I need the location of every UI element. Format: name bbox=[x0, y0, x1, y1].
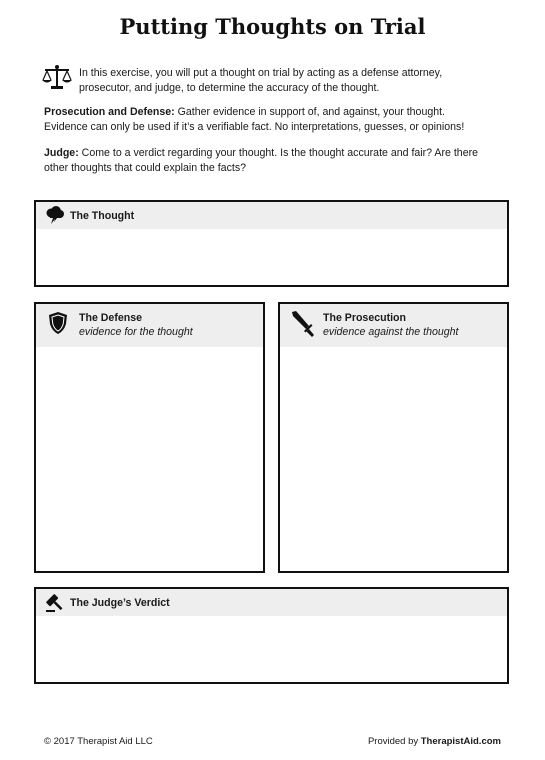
prosecution-subtitle: evidence against the thought bbox=[323, 326, 459, 338]
thought-header bbox=[36, 202, 507, 229]
prosecution-defense-instructions bbox=[44, 105, 484, 134]
intro-text: In this exercise, you will put a thought on trial by acting as a defense attorney, prosecutor, and judge, to determine the accuracy of the thought. bbox=[79, 67, 443, 94]
gavel-icon bbox=[45, 593, 65, 613]
footer-provided-by bbox=[368, 736, 501, 747]
footer-copyright: © 2017 Therapist Aid LLC bbox=[44, 736, 153, 747]
judge-instructions bbox=[44, 146, 484, 175]
page-title: Putting Thoughts on Trial bbox=[119, 14, 426, 39]
footer-provided-prefix: Provided by bbox=[367, 736, 421, 747]
defense-header bbox=[36, 304, 263, 347]
defense-box[interactable] bbox=[34, 302, 265, 573]
thought-cloud-icon bbox=[45, 206, 65, 225]
prosecution-defense-label: Prosecution and Defense: bbox=[44, 106, 175, 118]
defense-title: The Defense bbox=[79, 312, 142, 324]
defense-subtitle: evidence for the thought bbox=[79, 326, 193, 338]
verdict-title: The Judge’s Verdict bbox=[70, 597, 170, 609]
thought-box[interactable] bbox=[34, 200, 509, 287]
footer-brand-link[interactable]: TherapistAid.com bbox=[420, 736, 501, 747]
verdict-box[interactable] bbox=[34, 587, 509, 684]
judge-label: Judge: bbox=[44, 147, 79, 159]
scales-icon bbox=[42, 64, 72, 90]
shield-icon bbox=[48, 311, 68, 335]
prosecution-header bbox=[280, 304, 507, 347]
sword-icon bbox=[290, 310, 316, 338]
judge-text: Come to a verdict regarding your thought. Is the thought accurate and fair? Are there other thoughts that could explain the facts? bbox=[44, 147, 479, 174]
prosecution-title: The Prosecution bbox=[323, 312, 406, 324]
prosecution-defense-text: Gather evidence in support of, and against, your thought. Evidence can only be used if it’s a verifiable fact. No interpretations, guesses, or opinions! bbox=[44, 106, 465, 133]
verdict-header bbox=[36, 589, 507, 616]
prosecution-box[interactable] bbox=[278, 302, 509, 573]
thought-title: The Thought bbox=[70, 210, 135, 222]
